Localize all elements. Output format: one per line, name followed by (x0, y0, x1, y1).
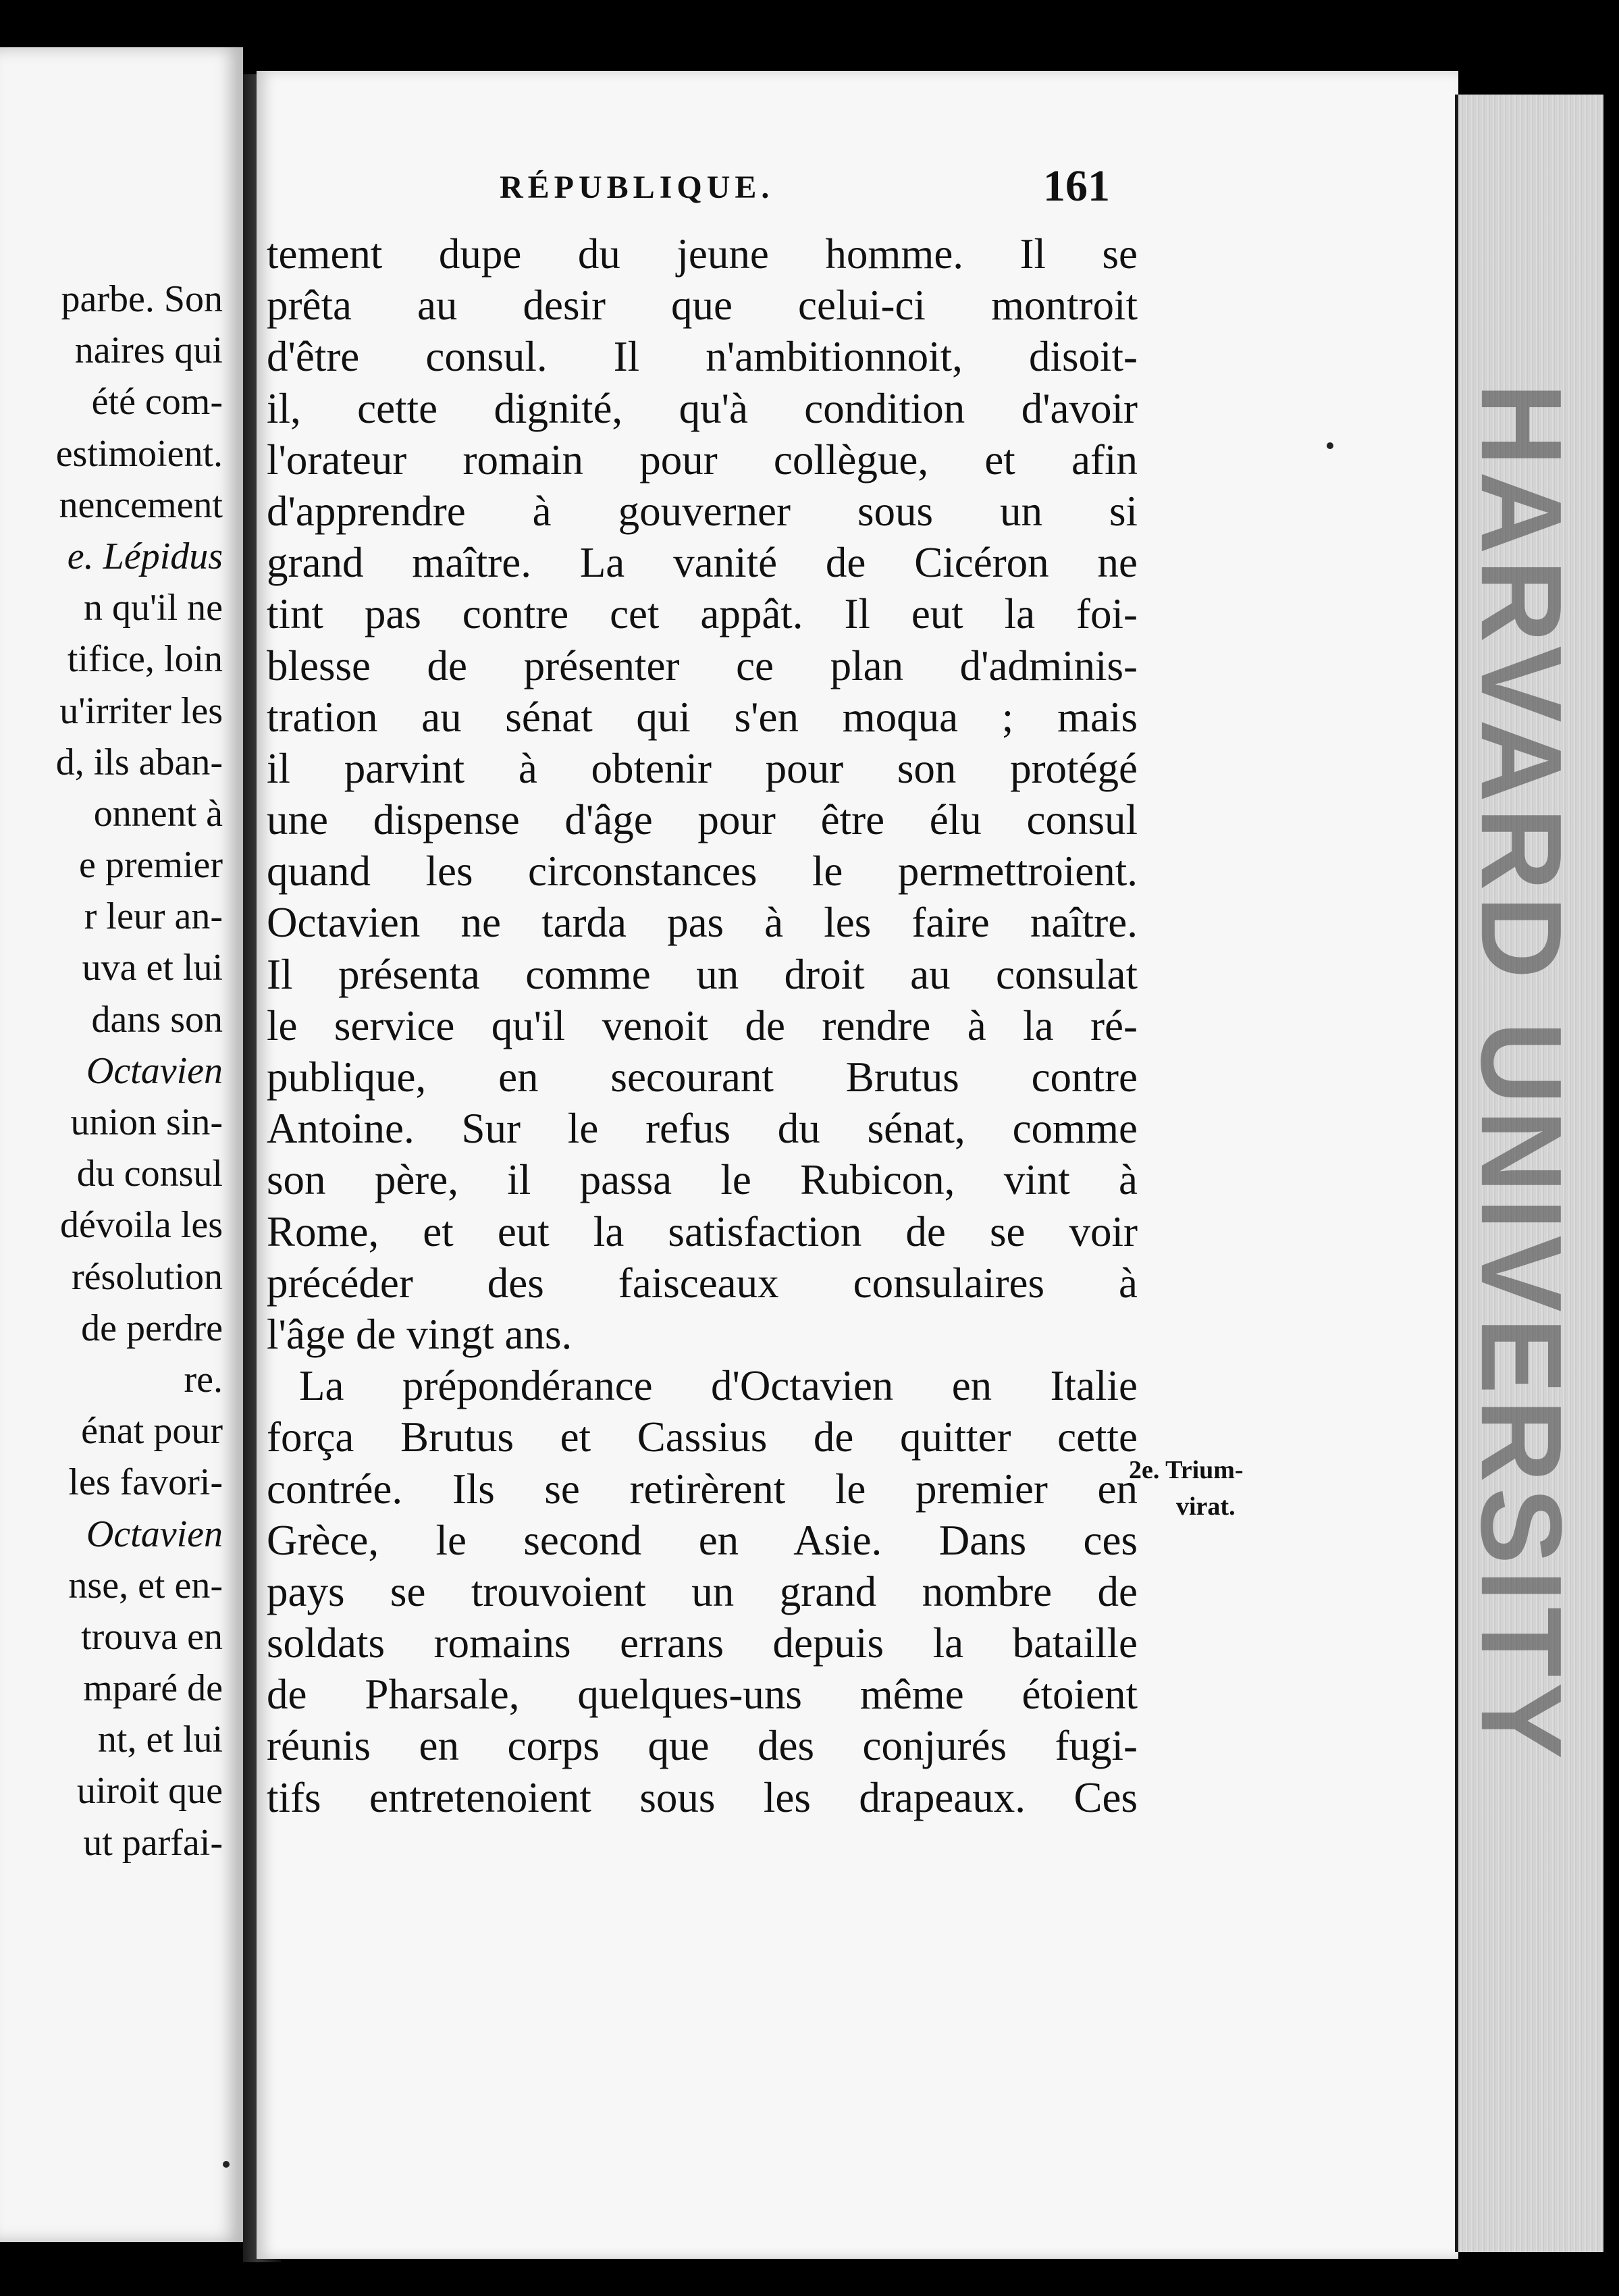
left-line: ut parfai- (83, 1821, 223, 1864)
left-line: les favori- (68, 1461, 223, 1504)
text-line: publique, en secourant Brutus contre (267, 1053, 1138, 1101)
text-line: Grèce, le second en Asie. Dans ces (267, 1516, 1138, 1564)
left-line: estimoient. (55, 432, 223, 475)
margin-note-line: 2e. Trium- (1129, 1456, 1244, 1484)
specks (223, 2161, 230, 2168)
left-page-text (0, 273, 223, 1869)
text-line: de Pharsale, quelques-uns même étoient (267, 1671, 1138, 1719)
left-line: nt, et lui (97, 1719, 223, 1761)
text-line: tint pas contre cet appât. Il eut la foi- (267, 590, 1138, 638)
text-line: contrée. Ils se retirèrent le premier en (267, 1465, 1138, 1513)
text-line: grand maître. La vanité de Cicéron ne (267, 539, 1138, 587)
text-line: Antoine. Sur le refus du sénat, comme (267, 1105, 1138, 1153)
text-line: son père, il passa le Rubicon, vint à (267, 1156, 1138, 1204)
text-line: Rome, et eut la satisfaction de se voir (267, 1207, 1138, 1255)
specks (1327, 442, 1333, 449)
left-line: résolution (72, 1255, 223, 1298)
text-line: il parvint à obtenir pour son protégé (267, 744, 1138, 792)
page-number: 161 (1043, 161, 1110, 211)
left-line: parbe. Son (61, 278, 223, 320)
text-line: tement dupe du jeune homme. Il se (267, 230, 1138, 278)
text-line: tration au sénat qui s'en moqua ; mais (267, 693, 1138, 741)
text-line: réunis en corps que des conjurés fugi- (267, 1722, 1138, 1770)
left-line: mparé de (83, 1667, 223, 1710)
left-line: e premier (79, 844, 223, 887)
left-line: dans son (91, 998, 223, 1041)
text-line: soldats romains errans depuis la bataille (267, 1619, 1138, 1667)
text-line: tifs entretenoient sous les drapeaux. Ces (267, 1773, 1138, 1821)
left-line: re. (184, 1358, 223, 1401)
left-line: union sin- (70, 1101, 223, 1143)
text-line: d'être consul. Il n'ambitionnoit, disoit- (267, 333, 1138, 381)
left-line: trouva en (81, 1615, 223, 1658)
library-stamp-text: HARVARD UNIVERSITY (1457, 383, 1585, 1765)
left-line: Octavien (86, 1513, 223, 1555)
left-line: du consul (76, 1153, 223, 1195)
left-line: onnent à (93, 792, 223, 835)
left-line: énat pour (81, 1410, 223, 1453)
left-line: naires qui (74, 330, 223, 372)
left-line: été com- (91, 381, 223, 423)
text-line: Octavien ne tarda pas à les faire naître. (267, 899, 1138, 947)
left-line: nencement (59, 484, 223, 526)
left-page (0, 47, 243, 2242)
text-line: Il présenta comme un droit au consulat (267, 950, 1138, 998)
left-line: r leur an- (84, 895, 223, 938)
text-line: força Brutus et Cassius de quitter cette (267, 1413, 1138, 1461)
text-line: blesse de présenter ce plan d'adminis- (267, 642, 1138, 689)
left-line: n qu'il ne (83, 587, 223, 629)
text-line: il, cette dignité, qu'à condition d'avoir (267, 384, 1138, 432)
text-line: l'âge de vingt ans. (267, 1310, 573, 1358)
margin-note (1129, 1452, 1304, 1525)
left-line: e. Lépidus (67, 535, 223, 577)
library-stamp (1450, 383, 1592, 1765)
left-line: d, ils aban- (55, 741, 223, 783)
left-line: nse, et en- (68, 1564, 223, 1607)
text-line: La prépondérance d'Octavien en Italie (299, 1362, 1138, 1410)
left-line: uiroit que (76, 1770, 223, 1812)
left-line: uva et lui (82, 947, 223, 989)
text-line: le service qu'il venoit de rendre à la ré- (267, 1001, 1138, 1049)
left-line: tifice, loin (67, 638, 223, 681)
left-line: u'irriter les (59, 689, 223, 732)
text-line: d'apprendre à gouverner sous un si (267, 487, 1138, 535)
body-text (267, 228, 1138, 1823)
text-line: une dispense d'âge pour être élu consul (267, 796, 1138, 844)
left-line: de perdre (81, 1307, 223, 1349)
running-head: RÉPUBLIQUE. (500, 169, 774, 205)
text-line: pays se trouvoient un grand nombre de (267, 1567, 1138, 1615)
margin-note-line: virat. (1176, 1492, 1236, 1521)
text-line: prêta au desir que celui-ci montroit (267, 282, 1138, 330)
text-line: précéder des faisceaux consulaires à (267, 1259, 1138, 1307)
text-line: l'orateur romain pour collègue, et afin (267, 436, 1138, 484)
text-line: quand les circonstances le permettroient. (267, 847, 1138, 895)
left-line: Octavien (86, 1049, 223, 1092)
left-line: dévoila les (59, 1204, 223, 1247)
